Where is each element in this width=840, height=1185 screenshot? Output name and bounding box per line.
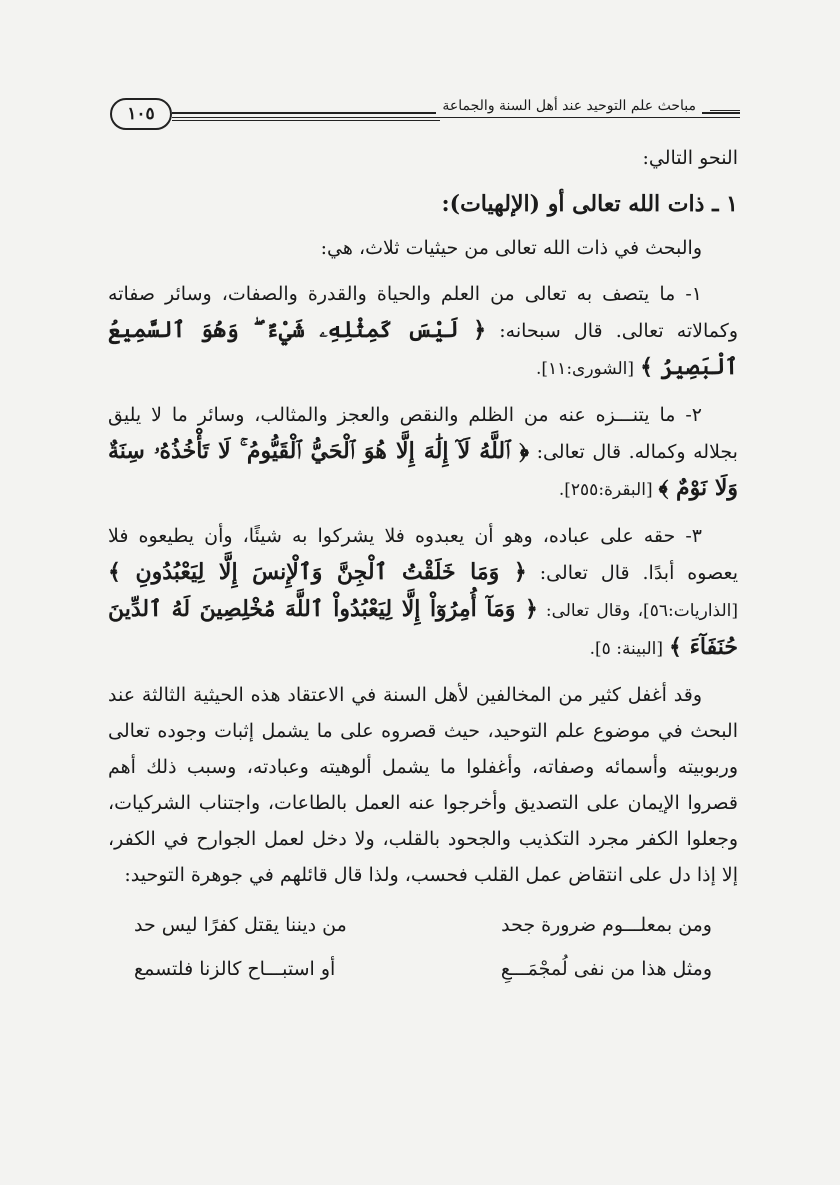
item-1-text: ١- ما يتصف به تعالى من العلم والحياة والقدرة والصفات، وسائر صفاته وكمالاته تعالى. قال سبحانه: <box>108 283 739 342</box>
header-ornament <box>710 110 740 111</box>
section-heading: ١ ـ ذات الله تعالى أو (الإلهيات): <box>441 191 738 217</box>
header-rule-secondary <box>172 120 440 121</box>
verse-2-first-hemistich: ومثل هذا من نفى لُمجْمَـــعِ <box>500 958 712 980</box>
item-1-reference: [الشورى:١١]. <box>536 359 635 379</box>
poem-verse-2 <box>108 947 738 991</box>
item-3-reference-1: [الذاريات:٥٦]، وقال تعالى: <box>545 601 739 621</box>
item-2 <box>108 397 738 508</box>
verse-2-second-hemistich: أو استبـــاح كالزنا فلتسمع <box>134 958 336 980</box>
item-3-text: ٣- حقه على عباده، وهو أن يعبدوه فلا يشركوا به شيئًا، وأن يطيعوه فلا يعصوه أبدًا. قال تعالى: <box>108 525 738 584</box>
verse-1-first-hemistich: ومن بمعلـــوم ضرورة جحد <box>501 914 712 936</box>
item-2-text: ٢- ما يتنـــزه عنه من الظلم والنقص والعجز والمثالب، وسائر ما لا يليق بجلاله وكماله. قال تعالى: <box>108 404 738 463</box>
item-3-quran-2: ﴿ وَمَآ أُمِرُوٓاْ إِلَّا لِيَعْبُدُواْ ٱللَّهَ مُخْلِصِينَ لَهُ ٱلدِّينَ حُنَفَآءَ ﴾ <box>108 596 738 660</box>
poem-verse-1 <box>108 903 738 947</box>
item-3-quran-1: ﴿ وَمَا خَلَقْتُ ٱلْجِنَّ وَٱلْإِنسَ إِلَّا لِيَعْبُدُونِ ﴾ <box>108 559 527 585</box>
running-header <box>110 92 740 132</box>
page-body <box>108 140 738 991</box>
item-1-quran: ﴿ لَيْسَ كَمِثْلِهِۦ شَيْءٌ ۖ وَهُوَ ٱلسَّمِيعُ ٱلْبَصِيرُ ﴾ <box>108 317 738 380</box>
item-1 <box>108 276 738 387</box>
item-3 <box>108 518 738 667</box>
item-2-quran: ﴿ ٱللَّهُ لَآ إِلَٰهَ إِلَّا هُوَ ٱلْحَيُّ ٱلْقَيُّومُ ۚ لَا تَأْخُذُهُۥ سِنَةٌ وَلَا نَوْمٌ ﴾ <box>108 438 738 501</box>
intro-line: النحو التالي: <box>642 147 738 169</box>
main-paragraph: وقد أغفل كثير من المخالفين لأهل السنة في الاعتقاد هذه الحيثية الثالثة عند البحث في موضوع علم التوحيد، حيث قصروه على ما يشمل إثبات وجوده تعالى وربوبيته وأسمائه وصفاته، وأغفلوا ما يشمل ألوهيته وعبادته، وسبب ذلك أهم قصروا الإيمان على التصديق وأخرجوا عنه العمل بالطاعات، واجتناب الشركيات، وجعلوا الكفر مجرد التكذيب والجحود بالقلب، ولا دخل لعمل الجوارح في الكفر، إلا إذا دل على انتقاض عمل القلب فحسب، ولذا قال قائلهم في جوهرة التوحيد: <box>108 684 738 886</box>
lead-sentence: والبحث في ذات الله تعالى من حيثيات ثلاث، هي: <box>320 237 702 259</box>
item-3-reference-2: [البينة: ٥]. <box>589 639 663 659</box>
verse-1-second-hemistich: من ديننا يقتل كفرًا ليس حد <box>134 914 347 936</box>
running-title: مباحث علم التوحيد عند أهل السنة والجماعة <box>436 98 702 114</box>
page-number: ١٠٥ <box>110 98 172 130</box>
item-2-reference: [البقرة:٢٥٥]. <box>558 480 653 500</box>
